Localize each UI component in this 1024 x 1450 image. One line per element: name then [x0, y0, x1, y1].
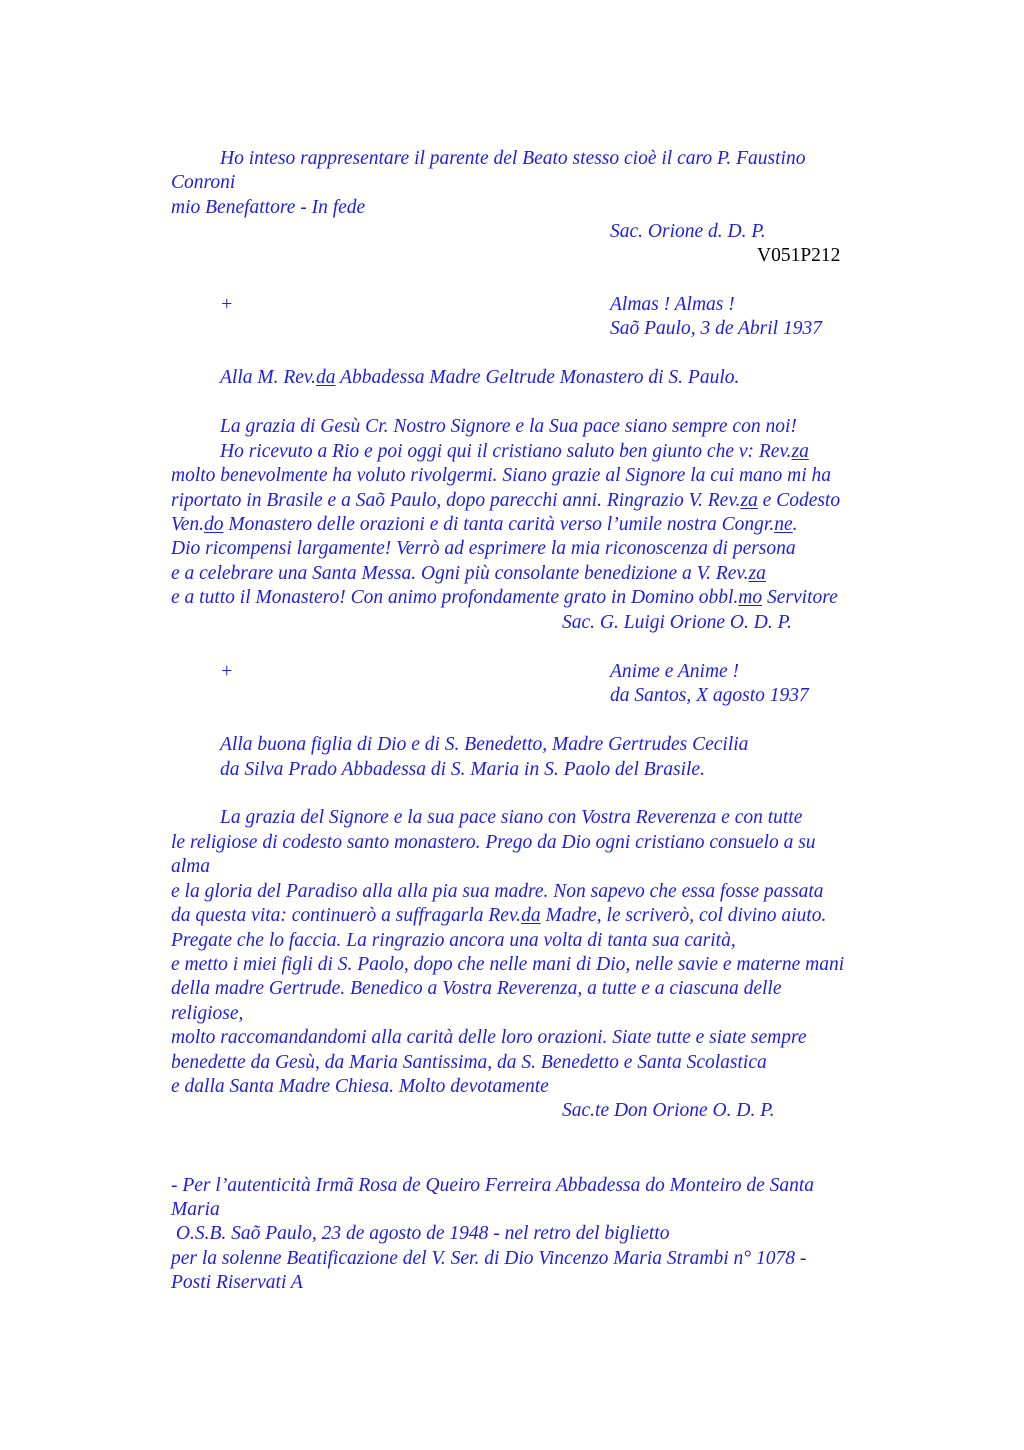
note-line: per la solenne Beatificazione del V. Ser. di Dio Vincenzo Maria Strambi n° 1078 - [171, 1248, 807, 1269]
text-line: Pregate che lo faccia. La ringrazio ancora una volta di tanta sua carità, [171, 930, 736, 951]
cross-mark: + [220, 661, 234, 682]
text-line: della madre Gertrude. Benedico a Vostra Reverenza, a tutte e a ciascuna delle [171, 978, 782, 999]
text-line: Ho inteso rappresentare il parente del Beato stesso cioè il caro P. Faustino [220, 148, 806, 169]
note-line: O.S.B. Saõ Paulo, 23 de agosto de 1948 - nel retro del biglietto [171, 1223, 670, 1244]
address-line: Alla M. Rev.da Abbadessa Madre Geltrude Monastero di S. Paulo. [220, 367, 740, 388]
motto: Almas ! Almas ! [610, 294, 735, 315]
text-line: e metto i miei figli di S. Paolo, dopo che nelle mani di Dio, nelle savie e materne mani [171, 954, 845, 975]
note-line: - Per l’autenticità Irmã Rosa de Queiro Ferreira Abbadessa do Monteiro de Santa [171, 1175, 815, 1196]
text-line: molto benevolmente ha voluto rivolgermi. Siano grazie al Signore la cui mano mi ha [171, 465, 832, 486]
motto: Anime e Anime ! [610, 661, 740, 682]
text-line: mio Benefattore - In fede [171, 197, 366, 218]
note-line: Maria [171, 1199, 220, 1220]
signature: Sac. G. Luigi Orione O. D. P. [562, 612, 792, 633]
signature: Sac. Orione d. D. P. [610, 221, 766, 242]
text-line: benedette da Gesù, da Maria Santissima, da S. Benedetto e Santa Scolastica [171, 1052, 767, 1073]
text-line: e a tutto il Monastero! Con animo profondamente grato in Domino obbl.mo Servitore [171, 587, 838, 608]
text-line: le religiose di codesto santo monastero. Prego da Dio ogni cristiano consuelo a su [171, 832, 816, 853]
text-line: e a celebrare una Santa Messa. Ogni più consolante benedizione a V. Rev.za [171, 563, 766, 584]
text-line: alma [171, 856, 210, 877]
address-line: da Silva Prado Abbadessa di S. Maria in S. Paolo del Brasile. [220, 759, 705, 780]
text-line: Conroni [171, 172, 236, 193]
text-line: molto raccomandandomi alla carità delle loro orazioni. Siate tutte e siate sempre [171, 1027, 807, 1048]
text-line: e dalla Santa Madre Chiesa. Molto devotamente [171, 1076, 549, 1097]
place-date: da Santos, X agosto 1937 [610, 685, 809, 706]
reference-code: V051P212 [757, 245, 841, 266]
text-line: religiose, [171, 1003, 244, 1024]
cross-mark: + [220, 294, 234, 315]
text-line: La grazia del Signore e la sua pace siano con Vostra Reverenza e con tutte [220, 807, 803, 828]
text-line: Ho ricevuto a Rio e poi oggi qui il cristiano saluto ben giunto che v: Rev.za [220, 441, 809, 462]
text-line: da questa vita: continuerò a suffragarla Rev.da Madre, le scriverò, col divino aiuto. [171, 905, 827, 926]
place-date: Saõ Paulo, 3 de Abril 1937 [610, 318, 822, 339]
text-line: Dio ricompensi largamente! Verrò ad esprimere la mia riconoscenza di persona [171, 538, 796, 559]
note-line: Posti Riservati A [171, 1272, 303, 1293]
greeting: La grazia di Gesù Cr. Nostro Signore e la Sua pace siano sempre con noi! [220, 416, 797, 437]
text-line: Ven.do Monastero delle orazioni e di tanta carità verso l’umile nostra Congr.ne. [171, 514, 798, 535]
text-line: e la gloria del Paradiso alla alla pia sua madre. Non sapevo che essa fosse passata [171, 881, 824, 902]
signature: Sac.te Don Orione O. D. P. [562, 1100, 775, 1121]
text-line: riportato in Brasile e a Saõ Paulo, dopo parecchi anni. Ringrazio V. Rev.za e Codesto [171, 490, 841, 511]
address-line: Alla buona figlia di Dio e di S. Benedetto, Madre Gertrudes Cecilia [220, 734, 749, 755]
